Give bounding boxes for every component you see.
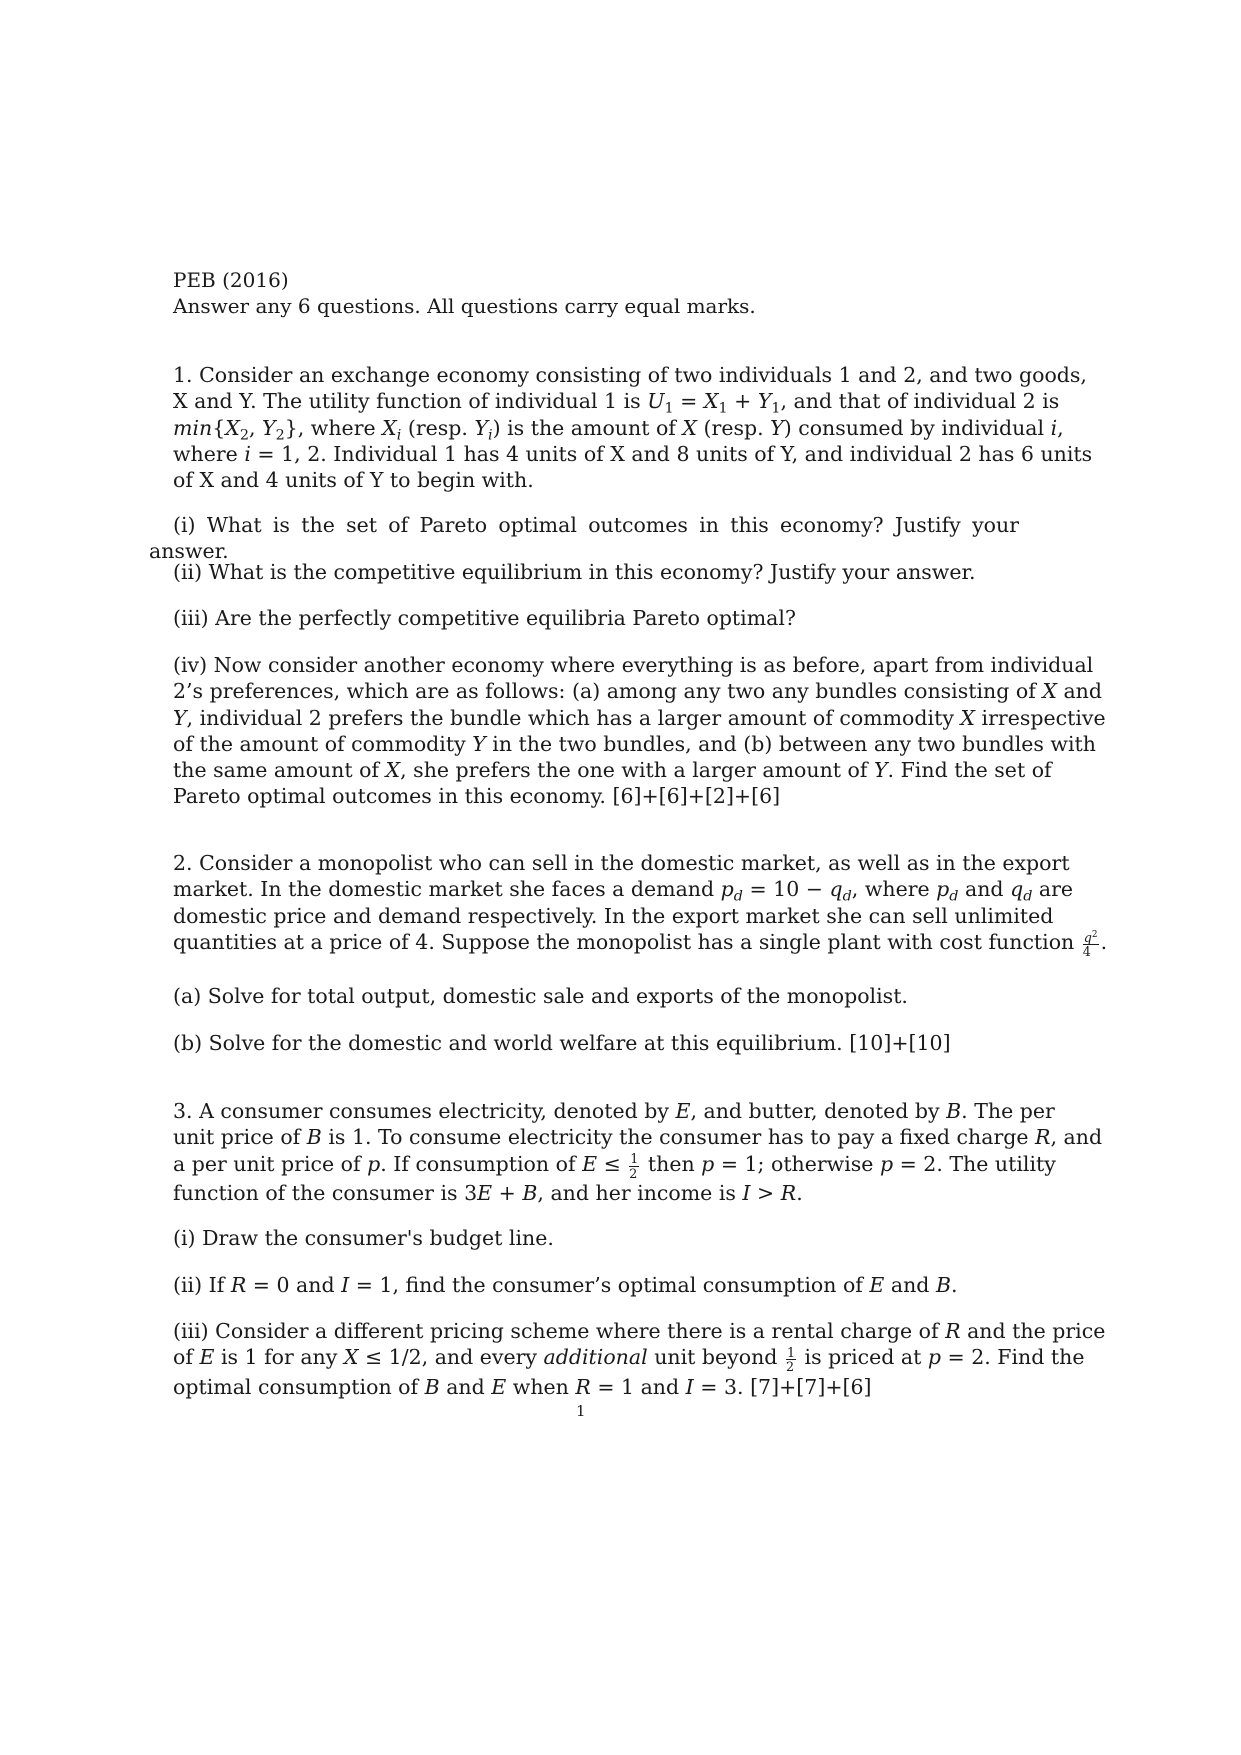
exam-instructions: Answer any 6 questions. All questions carry equal marks. bbox=[173, 294, 756, 318]
q2-intro: 2. Consider a monopolist who can sell in the domestic market, as well as in the export market. In the domestic market she faces a demand $p_d = 10 - q_d$, where $p_d$ and $q_d$ are domestic price and demand respectively. In the export market she can sell unlimited quantities at a price of 4. Suppose the monopolist has a single plant with cost function $\frac{q^2}{4}$ . bbox=[173, 851, 1108, 959]
q2-part-a: (a) Solve for total output, domestic sale and exports of the monopolist. bbox=[173, 984, 908, 1008]
q3-marks: [7]+[7]+[6] bbox=[750, 1374, 872, 1399]
q1-part-iii: (iii) Are the perfectly competitive equilibria Pareto optimal? bbox=[173, 606, 796, 630]
q3-part-i: (i) Draw the consumer's budget line. bbox=[173, 1226, 554, 1250]
page-number: 1 bbox=[576, 1402, 586, 1420]
q1-part-i: (i) What is the set of Pareto optimal outcomes in this economy? Justify your answer. bbox=[149, 513, 1019, 564]
q2-part-b: (b) Solve for the domestic and world welfare at this equilibrium. [10]+[10] bbox=[173, 1031, 951, 1055]
q1-part-iv: (iv) Now consider another economy where everything is as before, apart from individual 2’s preferences, which are as follows: (a) among any two any bundles consisting of X and Y, individual 2 prefers the bundle which has a larger amount of commodity X irrespective of the amount of commodity Y in the two bundles, and (b) between any two bundles with the same amount of X, she prefers the one with a larger amount of Y. Find the set of Pareto optimal outcomes in this economy. [6]+[6]+[2]+[6] bbox=[173, 653, 1106, 809]
q3-intro: 3. A consumer consumes electricity, denoted by E, and butter, denoted by B. The per unit price of B is 1. To consume electricity the consumer has to pay a fixed charge R, and a per unit price of p. If consumption of E ≤ $\frac{1}{2}$ then p = 1; otherwise p = 2. The utility function of the consumer is 3E + B, and her income is I > R. bbox=[173, 1099, 1103, 1205]
q3-part-iii: (iii) Consider a different pricing scheme where there is a rental charge of R and the price of E is 1 for any X ≤ 1/2, and every additional unit beyond $\frac{1}{2}$ is priced at p = 2. Find the optimal consumption of B and E when R = 1 and I = 3. [7]+[7]+[6] bbox=[173, 1319, 1106, 1399]
q2-marks: [10]+[10] bbox=[849, 1031, 951, 1055]
exam-title: PEB (2016) bbox=[173, 268, 289, 292]
q1-intro: 1. Consider an exchange economy consisting of two individuals 1 and 2, and two goods, X and Y. The utility function of individual 1 is $U_1 = X_1 + Y_1$, and that of individual 2 is $\min\{X_2$, $Y_2$}, where $X_i$ (resp. $Y_i$) is the amount of X (resp. Y) consumed by individual i, where i = 1, 2. Individual 1 has 4 units of X and 8 units of Y, and individual 2 has 6 units of X and 4 units of Y to begin with. bbox=[173, 363, 1093, 493]
q1-marks: [6]+[6]+[2]+[6] bbox=[612, 784, 781, 809]
q3-part-ii: (ii) If R = 0 and I = 1, find the consumer’s optimal consumption of E and B. bbox=[173, 1273, 958, 1297]
q1-part-ii: (ii) What is the competitive equilibrium in this economy? Justify your answer. bbox=[173, 560, 976, 584]
